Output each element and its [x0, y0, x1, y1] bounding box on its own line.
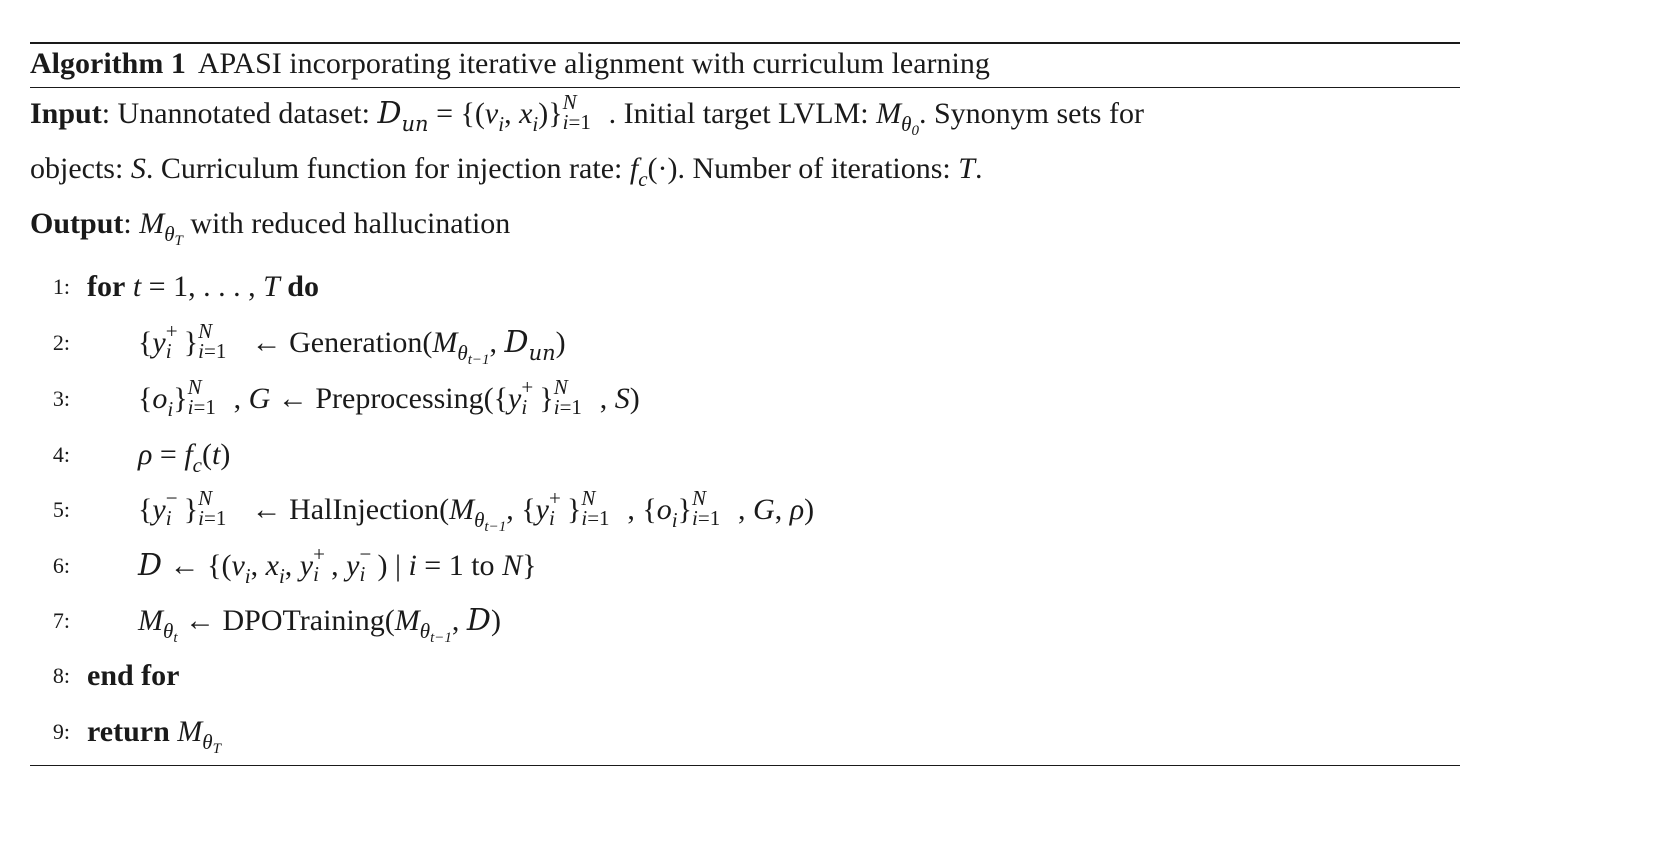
input-text-5: . Curriculum function for injection rate: — [145, 152, 630, 185]
line-number: 8: — [52, 663, 70, 688]
input-text-2: . Initial target LVLM: — [608, 97, 877, 130]
caption-rule — [30, 87, 1460, 88]
function-halinjection: HalInjection — [289, 493, 440, 526]
keyword-return: return — [87, 715, 170, 748]
keyword-do: do — [287, 270, 319, 303]
word-to: to — [471, 549, 495, 582]
line-number: 2: — [52, 330, 70, 355]
keyword-end-for: end for — [87, 659, 180, 692]
bottom-rule — [30, 765, 1460, 766]
line-number: 7: — [52, 608, 70, 633]
input-line-2: objects: S. Curriculum function for injection rate: $f_c(\cdot)$. Number of iterations: T. — [30, 152, 983, 191]
math-final-model: $M_{\theta T}$ — [139, 207, 183, 249]
input-text-1: : Unannotated dataset: — [101, 97, 378, 130]
input-line-1: Input: Unannotated dataset: $D_{un} = \{(v_i$, $x_i$)} N i=1 . Initial target LVLM: $M_{\theta 0}$. Synonym sets for — [30, 90, 1144, 139]
function-preprocessing: Preprocessing — [315, 382, 484, 415]
line-number: 6: — [52, 553, 70, 578]
input-label: Input — [30, 97, 102, 130]
keyword-for: for — [87, 270, 126, 303]
math-initial-model: $M_{\theta 0}$ — [876, 97, 919, 139]
input-text-3: . Synonym sets for — [918, 97, 1144, 130]
input-text-4: objects: — [30, 152, 131, 185]
algorithm-label: Algorithm 1 — [30, 47, 186, 80]
line-number: 5: — [52, 497, 70, 522]
line-number: 9: — [52, 719, 70, 744]
line-number: 3: — [52, 386, 70, 411]
function-generation: Generation — [289, 326, 423, 359]
line-number: 1: — [52, 274, 70, 299]
output-label: Output — [30, 207, 124, 240]
algorithm-caption — [30, 44, 990, 84]
math-dataset: $D_{un}$ — [377, 96, 429, 136]
output-text: with reduced hallucination — [182, 207, 511, 240]
input-text-6: . Number of iterations: — [677, 152, 959, 185]
function-dpotraining: DPOTraining — [222, 604, 385, 637]
algorithm-title: APASI incorporating iterative alignment with curriculum learning — [197, 47, 990, 80]
output-line: Output: $M_{\theta T}$ with reduced hallucination — [30, 207, 511, 249]
line-number: 4: — [52, 442, 70, 467]
